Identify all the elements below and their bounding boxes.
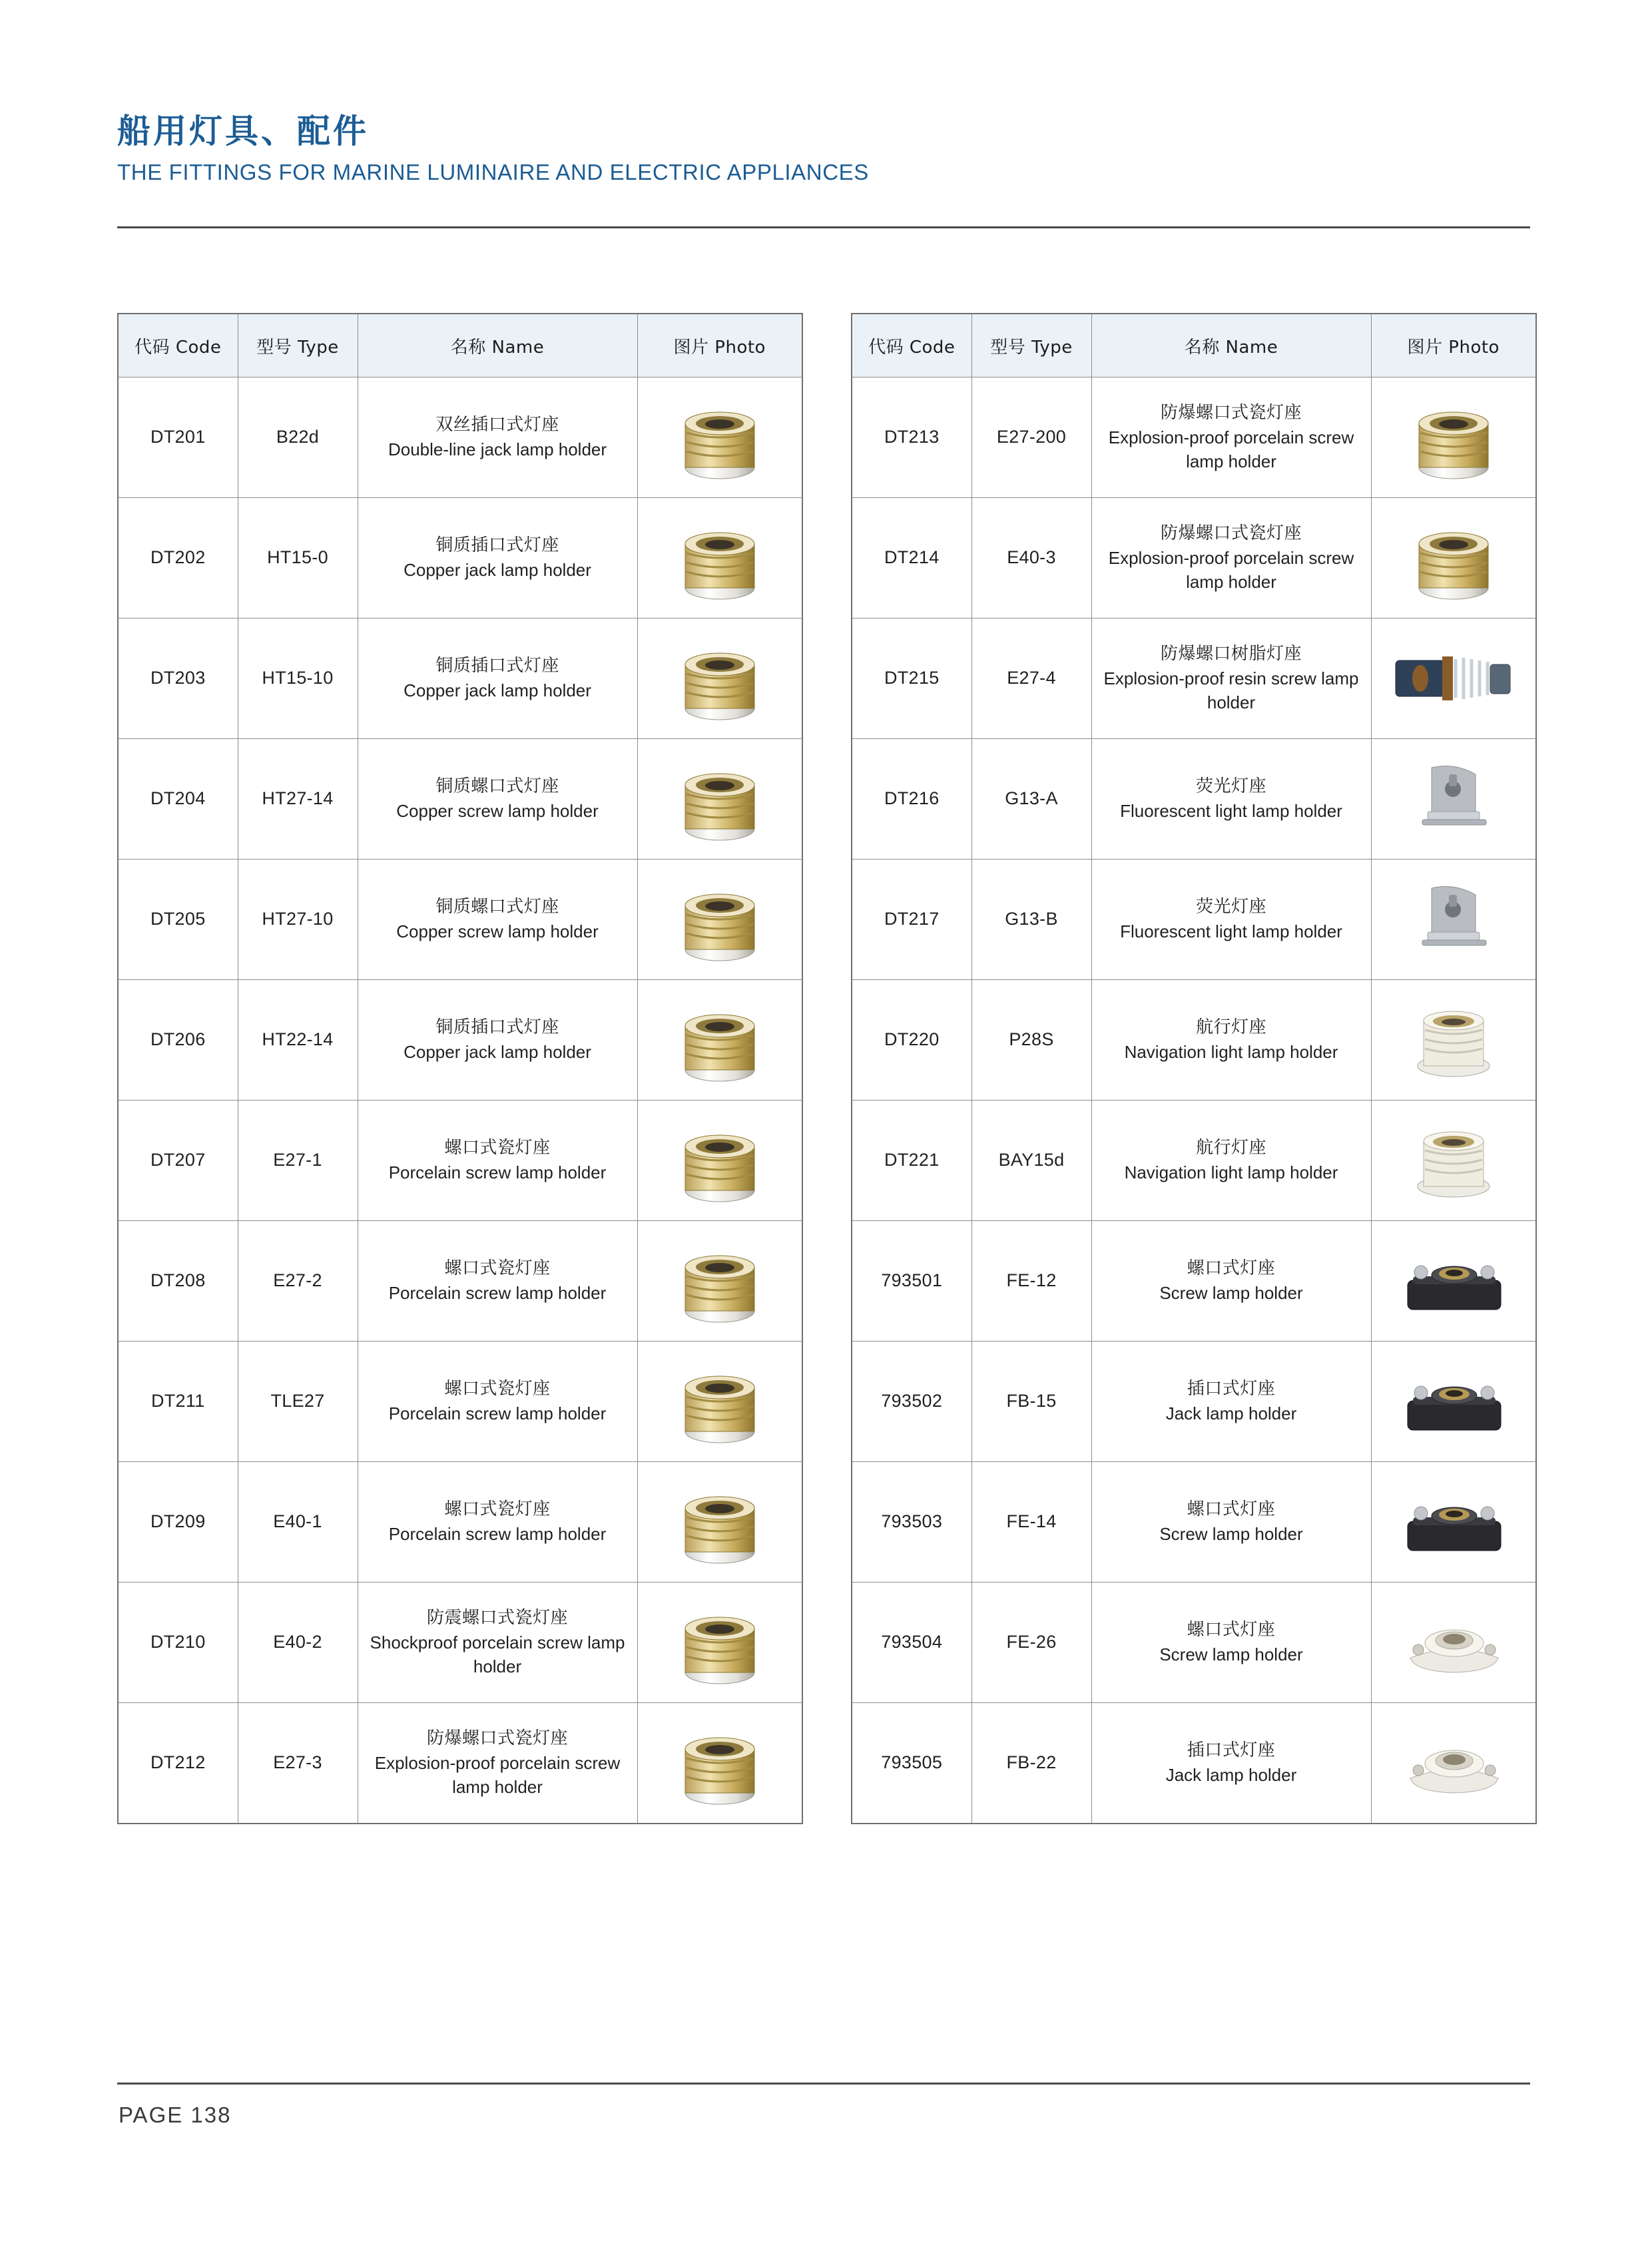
cell-photo <box>637 619 802 739</box>
name-english: Copper jack lamp holder <box>404 1042 591 1062</box>
name-english: Porcelain screw lamp holder <box>388 1403 607 1423</box>
cell-type: E27-4 <box>971 619 1091 739</box>
cell-type: HT15-10 <box>238 619 358 739</box>
cell-name <box>358 739 637 860</box>
cell-type: E27-3 <box>238 1703 358 1824</box>
cell-code: DT203 <box>118 619 238 739</box>
name-chinese: 防爆螺口树脂灯座 <box>1160 643 1302 664</box>
cell-name <box>358 377 637 498</box>
name-chinese: 防爆螺口式瓷灯座 <box>426 1728 568 1748</box>
cell-code: DT221 <box>852 1101 971 1221</box>
cell-type: G13-B <box>971 860 1091 980</box>
column-header-type: 型号 Type <box>238 314 358 377</box>
cell-name <box>358 1221 637 1342</box>
lamp-holder-photo <box>641 1111 800 1210</box>
column-header-name: 名称 Name <box>358 314 637 377</box>
lamp-holder-photo <box>641 508 800 608</box>
name-chinese: 防爆螺口式瓷灯座 <box>1160 523 1302 543</box>
lamp-holder-photo <box>641 870 800 969</box>
cell-type: HT22-14 <box>238 980 358 1101</box>
cell-photo <box>1371 619 1536 739</box>
page-title-english: THE FITTINGS FOR MARINE LUMINAIRE AND ELECTRIC APPLIANCES <box>117 160 869 184</box>
cell-code: DT206 <box>118 980 238 1101</box>
cell-type: FE-14 <box>971 1462 1091 1583</box>
cell-code: DT213 <box>852 377 971 498</box>
black-base-holder-photo <box>1384 1232 1523 1330</box>
cell-name <box>1091 1101 1371 1221</box>
white-base-holder-photo <box>1374 1713 1533 1813</box>
name-chinese: 铜质螺口式灯座 <box>435 776 559 797</box>
name-chinese: 防震螺口式瓷灯座 <box>426 1607 568 1628</box>
cell-code: 793502 <box>852 1342 971 1462</box>
cell-name <box>1091 739 1371 860</box>
table-row[interactable] <box>118 1221 802 1342</box>
cell-name <box>1091 860 1371 980</box>
cell-photo <box>1371 377 1536 498</box>
cell-code: DT212 <box>118 1703 238 1824</box>
name-english: Explosion-proof resin screw lamp holder <box>1103 668 1359 713</box>
table-row[interactable] <box>118 1462 802 1583</box>
cell-photo <box>1371 1101 1536 1221</box>
name-chinese: 铜质螺口式灯座 <box>435 897 559 917</box>
table-row[interactable] <box>852 498 1536 619</box>
cell-code: DT204 <box>118 739 238 860</box>
name-english: Explosion-proof porcelain screw lamp holder <box>1108 427 1354 472</box>
lamp-holder-photo <box>650 871 790 968</box>
lamp-holder-photo <box>641 387 800 487</box>
table-row[interactable] <box>118 1342 802 1462</box>
lamp-holder-photo <box>641 1472 800 1572</box>
lamp-holder-photo <box>1384 389 1523 486</box>
table-row[interactable] <box>118 1583 802 1703</box>
cell-photo <box>1371 739 1536 860</box>
name-chinese: 螺口式瓷灯座 <box>444 1138 551 1158</box>
cell-photo <box>637 1101 802 1221</box>
cell-type: HT27-14 <box>238 739 358 860</box>
name-chinese: 航行灯座 <box>1195 1138 1266 1158</box>
cell-photo <box>1371 1583 1536 1703</box>
table-row[interactable] <box>852 619 1536 739</box>
name-chinese: 荧光灯座 <box>1195 776 1266 797</box>
product-tables <box>117 313 1534 1824</box>
product-table-right <box>851 313 1537 1824</box>
column-header-photo: 图片 Photo <box>637 314 802 377</box>
lamp-holder-photo <box>1374 508 1533 608</box>
name-english: Explosion-proof porcelain screw lamp holder <box>1108 547 1354 593</box>
name-english: Jack lamp holder <box>1165 1403 1297 1423</box>
cell-name <box>1091 980 1371 1101</box>
cell-code: DT217 <box>852 860 971 980</box>
cell-photo <box>637 1221 802 1342</box>
column-header-photo: 图片 Photo <box>1371 314 1536 377</box>
navigation-holder-photo <box>1374 1111 1533 1210</box>
page-title-chinese: 船用灯具、配件 <box>117 112 369 150</box>
cell-photo <box>1371 1342 1536 1462</box>
table-row[interactable] <box>852 1703 1536 1824</box>
cell-name <box>358 860 637 980</box>
cell-type: FE-12 <box>971 1221 1091 1342</box>
cell-code: 793501 <box>852 1221 971 1342</box>
table-header-row <box>118 314 802 377</box>
name-english: Fluorescent light lamp holder <box>1120 921 1342 941</box>
cell-photo <box>1371 1462 1536 1583</box>
cell-name <box>1091 498 1371 619</box>
table-row[interactable] <box>118 619 802 739</box>
table-body-right <box>852 377 1536 1824</box>
navigation-holder-photo <box>1384 991 1523 1089</box>
cell-code: DT207 <box>118 1101 238 1221</box>
name-english: Copper jack lamp holder <box>404 560 591 580</box>
column-header-code: 代码 Code <box>852 314 971 377</box>
name-english: Navigation light lamp holder <box>1124 1042 1338 1062</box>
lamp-holder-photo <box>1374 387 1533 487</box>
cell-code: DT202 <box>118 498 238 619</box>
column-header-type: 型号 Type <box>971 314 1091 377</box>
cell-photo <box>637 739 802 860</box>
cell-type: FE-26 <box>971 1583 1091 1703</box>
table-row[interactable] <box>118 739 802 860</box>
cell-photo <box>1371 1703 1536 1824</box>
page-header <box>117 112 1529 186</box>
cell-photo <box>637 1342 802 1462</box>
table-row[interactable] <box>852 1583 1536 1703</box>
table-row[interactable] <box>852 1462 1536 1583</box>
name-chinese: 铜质插口式灯座 <box>435 656 559 676</box>
cell-type: G13-A <box>971 739 1091 860</box>
cell-type: HT27-10 <box>238 860 358 980</box>
name-english: Fluorescent light lamp holder <box>1120 801 1342 821</box>
cell-name <box>1091 619 1371 739</box>
lamp-holder-photo <box>641 1593 800 1692</box>
table-row[interactable] <box>852 377 1536 498</box>
cell-name <box>358 1462 637 1583</box>
cell-photo <box>637 860 802 980</box>
cell-name <box>1091 1221 1371 1342</box>
cell-photo <box>1371 860 1536 980</box>
name-english: Navigation light lamp holder <box>1124 1162 1338 1182</box>
name-english: Jack lamp holder <box>1165 1765 1297 1785</box>
lamp-holder-photo <box>650 1594 790 1691</box>
cell-code: DT209 <box>118 1462 238 1583</box>
column-header-name: 名称 Name <box>1091 314 1371 377</box>
cell-type: FB-22 <box>971 1703 1091 1824</box>
cell-photo <box>1371 980 1536 1101</box>
name-english: Copper screw lamp holder <box>396 801 599 821</box>
cell-photo <box>1371 1221 1536 1342</box>
name-chinese: 螺口式灯座 <box>1187 1620 1276 1640</box>
cell-type: E40-3 <box>971 498 1091 619</box>
cell-code: DT201 <box>118 377 238 498</box>
header-divider <box>117 226 1530 228</box>
cell-code: DT211 <box>118 1342 238 1462</box>
cell-name <box>358 1703 637 1824</box>
cell-name <box>358 980 637 1101</box>
cell-code: DT216 <box>852 739 971 860</box>
lamp-holder-photo <box>641 1713 800 1813</box>
cell-name <box>1091 1462 1371 1583</box>
table-row[interactable] <box>852 980 1536 1101</box>
cell-name <box>358 1583 637 1703</box>
name-english: Porcelain screw lamp holder <box>388 1283 607 1303</box>
cell-type: TLE27 <box>238 1342 358 1462</box>
lamp-holder-photo <box>650 630 790 727</box>
lamp-holder-photo <box>650 389 790 486</box>
lamp-holder-photo <box>641 749 800 849</box>
name-english: Copper jack lamp holder <box>404 680 591 700</box>
name-chinese: 铜质插口式灯座 <box>435 1017 559 1038</box>
cell-code: 793503 <box>852 1462 971 1583</box>
table-row[interactable] <box>118 1101 802 1221</box>
cell-code: DT210 <box>118 1583 238 1703</box>
name-english: Shockproof porcelain screw lamp holder <box>370 1632 625 1677</box>
name-english: Copper screw lamp holder <box>396 921 599 941</box>
lamp-holder-photo <box>650 1714 790 1812</box>
table-header-row <box>852 314 1536 377</box>
lamp-holder-photo <box>650 1232 790 1330</box>
fluorescent-holder-photo <box>1384 871 1523 968</box>
table-row[interactable] <box>852 860 1536 980</box>
cell-type: FB-15 <box>971 1342 1091 1462</box>
cell-code: DT208 <box>118 1221 238 1342</box>
lamp-holder-photo <box>641 990 800 1090</box>
lamp-holder-photo <box>641 628 800 728</box>
cell-code: 793505 <box>852 1703 971 1824</box>
name-chinese: 螺口式灯座 <box>1187 1499 1276 1520</box>
name-english: Screw lamp holder <box>1159 1524 1303 1544</box>
cell-name <box>1091 1583 1371 1703</box>
lamp-holder-photo <box>650 1353 790 1450</box>
black-base-holder-photo <box>1374 1352 1533 1451</box>
name-english: Porcelain screw lamp holder <box>388 1524 607 1544</box>
lamp-holder-photo <box>650 509 790 607</box>
fluorescent-holder-photo <box>1384 750 1523 848</box>
name-chinese: 航行灯座 <box>1195 1017 1266 1038</box>
cell-type: BAY15d <box>971 1101 1091 1221</box>
lamp-holder-photo <box>650 1473 790 1571</box>
navigation-holder-photo <box>1374 990 1533 1090</box>
black-base-holder-photo <box>1384 1353 1523 1450</box>
product-table-left <box>117 313 803 1824</box>
table-row[interactable] <box>852 1101 1536 1221</box>
cell-code: DT214 <box>852 498 971 619</box>
name-chinese: 铜质插口式灯座 <box>435 535 559 556</box>
fluorescent-holder-photo <box>1374 870 1533 969</box>
name-chinese: 插口式灯座 <box>1187 1740 1276 1761</box>
table-row[interactable] <box>118 498 802 619</box>
name-english: Screw lamp holder <box>1159 1283 1303 1303</box>
cell-name <box>1091 1703 1371 1824</box>
resin-lamp-holder-photo <box>1374 628 1533 728</box>
cell-type: E40-1 <box>238 1462 358 1583</box>
cell-photo <box>637 377 802 498</box>
lamp-holder-photo <box>650 1112 790 1209</box>
white-base-holder-photo <box>1374 1593 1533 1692</box>
resin-lamp-holder-photo <box>1384 630 1523 727</box>
cell-code: 793504 <box>852 1583 971 1703</box>
lamp-holder-photo <box>1384 509 1523 607</box>
footer-divider <box>117 2083 1530 2085</box>
name-chinese: 荧光灯座 <box>1195 897 1266 917</box>
cell-type: B22d <box>238 377 358 498</box>
name-chinese: 插口式灯座 <box>1187 1379 1276 1399</box>
name-chinese: 双丝插口式灯座 <box>435 415 559 435</box>
name-chinese: 螺口式灯座 <box>1187 1258 1276 1279</box>
name-english: Screw lamp holder <box>1159 1644 1303 1664</box>
cell-photo <box>637 1583 802 1703</box>
black-base-holder-photo <box>1374 1231 1533 1331</box>
lamp-holder-photo <box>650 991 790 1089</box>
table-body-left <box>118 377 802 1824</box>
white-base-holder-photo <box>1384 1594 1523 1691</box>
lamp-holder-photo <box>641 1231 800 1331</box>
cell-type: P28S <box>971 980 1091 1101</box>
cell-type: E27-2 <box>238 1221 358 1342</box>
table-row[interactable] <box>852 1221 1536 1342</box>
lamp-holder-photo <box>650 750 790 848</box>
cell-name <box>1091 377 1371 498</box>
cell-type: HT15-0 <box>238 498 358 619</box>
cell-name <box>358 619 637 739</box>
cell-photo <box>637 498 802 619</box>
cell-code: DT215 <box>852 619 971 739</box>
table-row[interactable] <box>118 377 802 498</box>
table-row[interactable] <box>118 1703 802 1824</box>
cell-photo <box>1371 498 1536 619</box>
name-chinese: 螺口式瓷灯座 <box>444 1379 551 1399</box>
cell-name <box>358 1101 637 1221</box>
cell-code: DT220 <box>852 980 971 1101</box>
name-chinese: 防爆螺口式瓷灯座 <box>1160 402 1302 423</box>
name-english: Porcelain screw lamp holder <box>388 1162 607 1182</box>
white-base-holder-photo <box>1384 1714 1523 1812</box>
black-base-holder-photo <box>1384 1473 1523 1571</box>
cell-photo <box>637 1462 802 1583</box>
fluorescent-holder-photo <box>1374 749 1533 849</box>
navigation-holder-photo <box>1384 1112 1523 1209</box>
table-row[interactable] <box>118 860 802 980</box>
cell-type: E27-200 <box>971 377 1091 498</box>
cell-name <box>358 498 637 619</box>
cell-code: DT205 <box>118 860 238 980</box>
name-chinese: 螺口式瓷灯座 <box>444 1499 551 1520</box>
page-number: PAGE 138 <box>119 2103 232 2127</box>
cell-type: E27-1 <box>238 1101 358 1221</box>
black-base-holder-photo <box>1374 1472 1533 1572</box>
name-english: Explosion-proof porcelain screw lamp holder <box>374 1752 621 1798</box>
cell-name <box>358 1342 637 1462</box>
table-row[interactable] <box>852 739 1536 860</box>
cell-type: E40-2 <box>238 1583 358 1703</box>
column-header-code: 代码 Code <box>118 314 238 377</box>
name-english: Double-line jack lamp holder <box>388 439 607 459</box>
cell-name <box>1091 1342 1371 1462</box>
table-row[interactable] <box>852 1342 1536 1462</box>
name-chinese: 螺口式瓷灯座 <box>444 1258 551 1279</box>
lamp-holder-photo <box>641 1352 800 1451</box>
table-row[interactable] <box>118 980 802 1101</box>
cell-photo <box>637 980 802 1101</box>
cell-photo <box>637 1703 802 1824</box>
